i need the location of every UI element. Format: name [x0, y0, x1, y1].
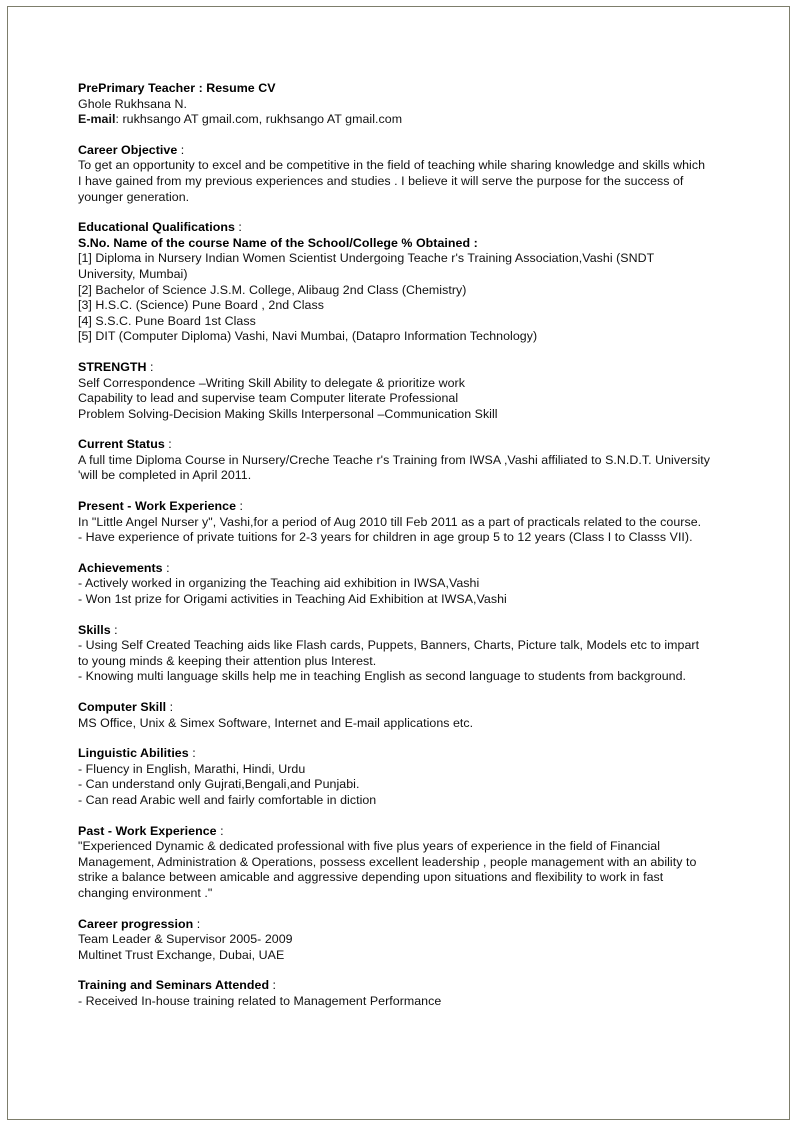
- section-heading: [78, 499, 710, 515]
- section-spacer: [78, 902, 710, 917]
- document-header: [78, 81, 710, 128]
- section-spacer: [78, 685, 710, 700]
- section-heading-colon: :: [188, 746, 196, 761]
- resume-sections: [78, 128, 710, 1010]
- section-spacer: [78, 484, 710, 499]
- section-heading-colon: :: [236, 499, 244, 514]
- section-heading-text: Achievements: [78, 560, 163, 575]
- section-paragraph: - Received In-house training related to Management Performance: [78, 993, 442, 1008]
- section-heading-text: Past - Work Experience: [78, 823, 217, 838]
- email-line: [78, 112, 710, 128]
- section-paragraph: [4] S.S.C. Pune Board 1st Class: [78, 313, 256, 328]
- section-heading-text: Present - Work Experience: [78, 499, 237, 514]
- section-heading: [78, 561, 710, 577]
- section-paragraph: [1] Diploma in Nursery Indian Women Scientist Undergoing Teache r's Training Association,Vashi (SNDT University, Mumbai): [78, 251, 654, 281]
- document-title: PrePrimary Teacher : Resume CV: [78, 81, 276, 95]
- resume-section: [78, 978, 710, 1009]
- resume-section: [78, 143, 710, 205]
- section-paragraph: MS Office, Unix & Simex Software, Internet and E-mail applications etc.: [78, 715, 474, 730]
- section-paragraph: - Using Self Created Teaching aids like Flash cards, Puppets, Banners, Charts, Picture talk, Models etc to impart to young minds & keeping their attention plus Interest.: [78, 638, 700, 668]
- section-heading: [78, 437, 710, 453]
- section-heading-colon: :: [177, 142, 185, 157]
- section-heading: [78, 746, 710, 762]
- resume-section: [78, 623, 710, 685]
- section-subheading: S.No. Name of the course Name of the School/College % Obtained :: [78, 235, 478, 250]
- candidate-name: Ghole Rukhsana N.: [78, 96, 187, 111]
- resume-section: [78, 917, 710, 964]
- section-spacer: [78, 963, 710, 978]
- section-spacer: [78, 422, 710, 437]
- section-spacer: [78, 205, 710, 220]
- section-heading: [78, 700, 710, 716]
- section-heading: [78, 978, 710, 994]
- resume-section: [78, 437, 710, 484]
- section-heading-colon: :: [216, 823, 224, 838]
- section-heading-colon: :: [164, 437, 172, 452]
- section-paragraph: In "Little Angel Nurser y", Vashi,for a period of Aug 2010 till Feb 2011 as a part of practicals related to the course.: [78, 514, 702, 529]
- section-paragraph: - Can read Arabic well and fairly comfortable in diction: [78, 792, 377, 807]
- section-heading-text: Linguistic Abilities: [78, 746, 189, 761]
- section-heading-colon: :: [234, 220, 242, 235]
- section-paragraph: Team Leader & Supervisor 2005- 2009: [78, 932, 293, 947]
- resume-section: [78, 499, 710, 546]
- section-heading-colon: :: [162, 560, 170, 575]
- section-heading-text: STRENGTH: [78, 359, 147, 374]
- section-paragraph: A full time Diploma Course in Nursery/Creche Teache r's Training from IWSA ,Vashi affiliated to S.N.D.T. University 'will be completed in April 2011.: [78, 452, 711, 483]
- section-spacer: [78, 546, 710, 561]
- section-spacer: [78, 128, 710, 143]
- section-paragraph: [5] DIT (Computer Diploma) Vashi, Navi Mumbai, (Datapro Information Technology): [78, 329, 538, 344]
- section-paragraph: [2] Bachelor of Science J.S.M. College, Alibaug 2nd Class (Chemistry): [78, 282, 467, 297]
- section-heading: [78, 360, 710, 376]
- section-spacer: [78, 731, 710, 746]
- section-paragraph: "Experienced Dynamic & dedicated professional with five plus years of experience in the field of Financial Management, Administration & Operations, possess excellent leadership , people management with an ability to strike a balance between amicable and aggressive depending upon situations and flexibility to work in fast changing environment .": [78, 839, 697, 900]
- section-paragraph: - Won 1st prize for Origami activities in Teaching Aid Exhibition at IWSA,Vashi: [78, 592, 507, 607]
- section-heading: [78, 143, 710, 159]
- section-heading-colon: :: [146, 359, 154, 374]
- section-heading-colon: :: [110, 622, 118, 637]
- section-heading-colon: :: [193, 916, 201, 931]
- section-heading: [78, 623, 710, 639]
- section-heading-text: Skills: [78, 622, 111, 637]
- section-heading-colon: :: [166, 700, 174, 714]
- resume-section: [78, 360, 710, 422]
- section-heading-text: Career Objective: [78, 142, 178, 157]
- section-paragraph: Multinet Trust Exchange, Dubai, UAE: [78, 947, 285, 962]
- resume-section: [78, 824, 710, 902]
- section-heading: [78, 917, 710, 933]
- section-heading-text: Training and Seminars Attended: [78, 978, 270, 993]
- section-paragraph: - Actively worked in organizing the Teaching aid exhibition in IWSA,Vashi: [78, 576, 480, 591]
- section-paragraph: - Can understand only Gujrati,Bengali,and Punjabi.: [78, 777, 360, 792]
- section-heading: [78, 220, 710, 236]
- resume-section: [78, 220, 710, 345]
- section-paragraph: - Fluency in English, Marathi, Hindi, Urdu: [78, 761, 306, 776]
- section-paragraph: To get an opportunity to excel and be competitive in the field of teaching while sharing knowledge and skills which I have gained from my previous experiences and studies . I believe it will serve the purpose for the success of younger generation.: [78, 158, 706, 204]
- section-spacer: [78, 809, 710, 824]
- resume-section: [78, 700, 710, 731]
- document-page: [7, 6, 790, 1120]
- email-label: E-mail: [78, 112, 116, 127]
- section-paragraph: Capability to lead and supervise team Computer literate Professional: [78, 391, 459, 406]
- section-paragraph: Self Correspondence –Writing Skill Ability to delegate & prioritize work: [78, 375, 465, 390]
- section-paragraph: [3] H.S.C. (Science) Pune Board , 2nd Class: [78, 298, 324, 313]
- email-value: : rukhsango AT gmail.com, rukhsango AT gmail.com: [115, 112, 403, 127]
- section-spacer: [78, 345, 710, 360]
- resume-content: [78, 81, 710, 1010]
- resume-section: [78, 746, 710, 808]
- section-paragraph: Problem Solving-Decision Making Skills Interpersonal –Communication Skill: [78, 406, 498, 421]
- section-heading-text: Computer Skill: [78, 700, 167, 714]
- section-spacer: [78, 608, 710, 623]
- section-heading-text: Career progression: [78, 916, 194, 931]
- section-heading-text: Current Status: [78, 437, 165, 452]
- section-paragraph: - Knowing multi language skills help me in teaching English as second language to students from background.: [78, 669, 687, 684]
- section-heading-colon: :: [269, 978, 277, 993]
- resume-section: [78, 561, 710, 608]
- section-heading-text: Educational Qualifications: [78, 220, 235, 235]
- section-paragraph: - Have experience of private tuitions for 2-3 years for children in age group 5 to 12 years (Class I to Classs VII).: [78, 530, 693, 545]
- section-heading: [78, 824, 710, 840]
